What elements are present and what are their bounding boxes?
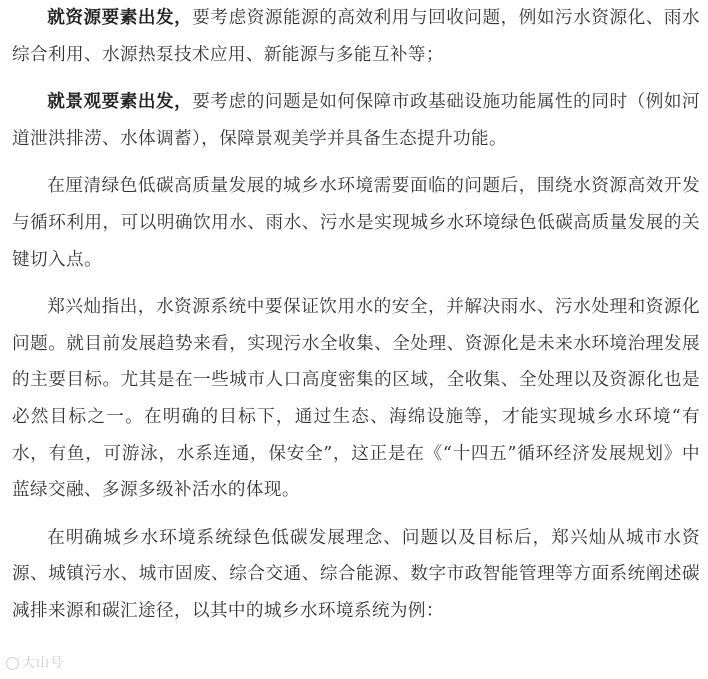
paragraph-key-entry-points: [12, 168, 700, 278]
paragraph-text: 要考虑资源能源的高效利用与回收问题，例如污水资源化、雨水综合利用、水源热泵技术应用、新能源与多能互补等；: [12, 8, 701, 65]
watermark-text: 大山号: [22, 656, 65, 671]
watermark: [6, 652, 64, 671]
paragraph-lead: 就景观要素出发，: [47, 91, 193, 113]
article-body: [12, 0, 700, 630]
paragraph-zheng-xingcan-quote: [12, 289, 700, 509]
paragraph-landscape-factor: [12, 84, 700, 157]
paragraph-text: 郑兴灿指出，水资源系统中要保证饮用水的安全，并解决雨水、污水处理和资源化问题。就目前发展趋势来看，实现污水全收集、全处理、资源化是未来水环境治理发展的主要目标。尤其是在一些城市人口高度密集的区域，全收集、全处理以及资源化也是必然目标之一。在明确的目标下，通过生态、海绵设施等，才能实现城乡水环境“有水，有鱼，可游泳，水系连通，保安全”，这正是在《“十四五”循环经济发展规划》中蓝绿交融、多源多级补活水的体现。: [12, 297, 700, 501]
paragraph-carbon-reduction: [12, 520, 700, 630]
paragraph-resource-factor: [12, 0, 700, 73]
paragraph-text: 要考虑的问题是如何保障市政基础设施功能属性的同时（例如河道泄洪排涝、水体调蓄），保障景观美学并具备生态提升功能。: [12, 92, 701, 149]
paragraph-text: 在明确城乡水环境系统绿色低碳发展理念、问题以及目标后，郑兴灿从城市水资源、城镇污水、城市固废、综合交通、综合能源、数字市政智能管理等方面系统阐述碳减排来源和碳汇途径，以其中的城乡水环境系统为例：: [12, 527, 700, 621]
paragraph-lead: 就资源要素出发，: [47, 7, 193, 28]
circle-logo-icon: [6, 657, 19, 670]
paragraph-text: 在厘清绿色低碳高质量发展的城乡水环境需要面临的问题后，围绕水资源高效开发与循环利用，可以明确饮用水、雨水、污水是实现城乡水环境绿色低碳高质量发展的关键切入点。: [12, 176, 700, 270]
